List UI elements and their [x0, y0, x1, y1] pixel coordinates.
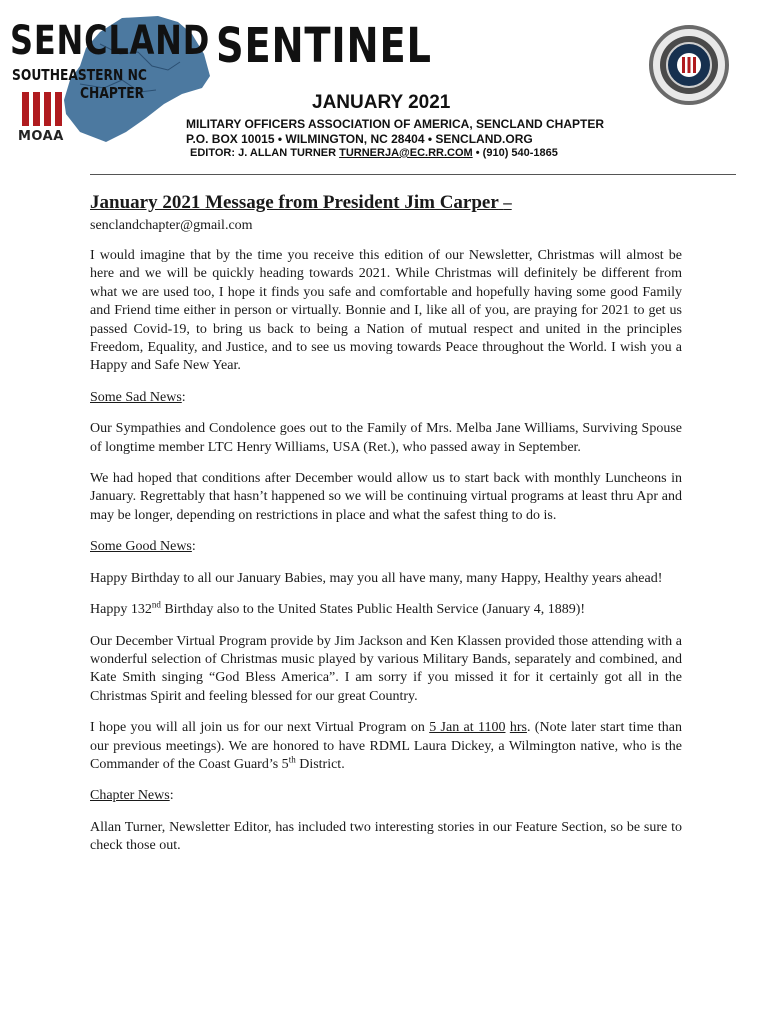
moaa-stripes-logo-icon — [20, 88, 68, 128]
heading-dash: – — [503, 193, 512, 212]
text-run: Birthday also to the United States Public Health Service (January 4, 1889)! — [160, 602, 586, 618]
chapter-news-label: Chapter News — [90, 788, 170, 804]
editor-email-link[interactable]: TURNERJA@EC.RR.COM — [339, 147, 473, 159]
sad-news-paragraph-2: We had hoped that conditions after December would allow us to start back with monthly Luncheons in January. Regrettably that hasn’t happened so we will be continuing virtual programs at least thru Apr and may be longer, depending on restrictions in place and what the safest thing to do is. — [90, 471, 682, 523]
moaa-logo-text: MOAA — [18, 129, 64, 144]
program-hrs: hrs — [509, 720, 527, 736]
article-body — [90, 190, 682, 869]
good-news-paragraph-1: Happy Birthday to all our January Babies, may you all have many, many Happy, Healthy years ahead! — [90, 570, 663, 586]
moaa-seal-icon — [648, 24, 730, 106]
masthead-title-right: SENTINEL — [216, 18, 432, 74]
sad-news-colon: : — [181, 389, 186, 405]
good-news-paragraph-4 — [90, 719, 682, 774]
superscript: th — [288, 754, 296, 765]
text-run: Happy 132 — [90, 602, 152, 618]
organization-address: P.O. BOX 10015 • WILMINGTON, NC 28404 • SENCLAND.ORG — [186, 132, 533, 146]
issue-date: JANUARY 2021 — [312, 92, 451, 113]
chapter-news-colon: : — [169, 788, 174, 804]
masthead — [0, 0, 770, 180]
masthead-title-left: SENCLAND — [10, 18, 211, 64]
article-heading — [90, 190, 682, 216]
good-news-paragraph-2 — [90, 601, 682, 619]
editor-name: EDITOR: J. ALLAN TURNER — [190, 147, 337, 159]
intro-paragraph: I would imagine that by the time you receive this edition of our Newsletter, Christmas will almost be here and we will be quickly heading towards 2021. While Christmas will definitely be different from what we are used too, I hope it finds you safe and comfortable and hopefully having some good Family and Friend time either in person or virtually. Bonnie and I, like all of you, are praying for 2021 to get us passed Covid-19, to bring us back to being a Nation of mutual respect and united in the principles Freedom, Equality, and Justice, and to see us moving towards Peace throughout the World. I wish you a Happy and Safe New Year. — [90, 248, 682, 374]
good-news-heading — [90, 538, 682, 556]
text-run: I hope you will all join us for our next Virtual Program on — [90, 720, 430, 736]
president-email[interactable]: senclandchapter@gmail.com — [90, 218, 253, 233]
chapter-news-paragraph-1: Allan Turner, Newsletter Editor, has included two interesting stories in our Feature Section, so be sure to check those out. — [90, 819, 682, 854]
sad-news-heading — [90, 389, 682, 407]
sad-news-label: Some Sad News — [90, 389, 182, 405]
text-run: . (Note later start time than our previous meetings). We are honored to have RDML Laura Dickey, a Wilmington native, who is the Commander of the Coast Guard’s 5 — [90, 720, 682, 772]
program-date: 5 Jan at 1100 — [429, 720, 506, 736]
editor-contact — [190, 147, 558, 159]
sad-news-paragraph-1: Our Sympathies and Condolence goes out to the Family of Mrs. Melba Jane Williams, Surviving Spouse of longtime member LTC Henry Williams, USA (Ret.), who passed away in September. — [90, 421, 682, 455]
good-news-colon: : — [191, 539, 196, 555]
chapter-label: CHAPTER — [80, 84, 145, 102]
superscript: nd — [151, 599, 161, 610]
masthead-divider — [90, 174, 736, 175]
good-news-paragraph-3: Our December Virtual Program provide by Jim Jackson and Ken Klassen provided those attending with a wonderful selection of Christmas music played by various Military Bands, separately and combined, and Kate Smith singing “God Bless America”. I am sorry if you missed it for it certainly got all in the Christmas Spirit and feeling blessed for our great Country. — [90, 633, 682, 704]
chapter-news-heading — [90, 787, 682, 805]
article-heading-text: January 2021 Message from President Jim Carper — [90, 192, 499, 213]
text-run: District. — [295, 756, 345, 772]
good-news-label: Some Good News — [90, 539, 192, 555]
chapter-region-label: SOUTHEASTERN NC — [12, 66, 147, 84]
editor-phone: • (910) 540-1865 — [475, 147, 558, 159]
organization-name: MILITARY OFFICERS ASSOCIATION OF AMERICA, SENCLAND CHAPTER — [186, 117, 605, 131]
